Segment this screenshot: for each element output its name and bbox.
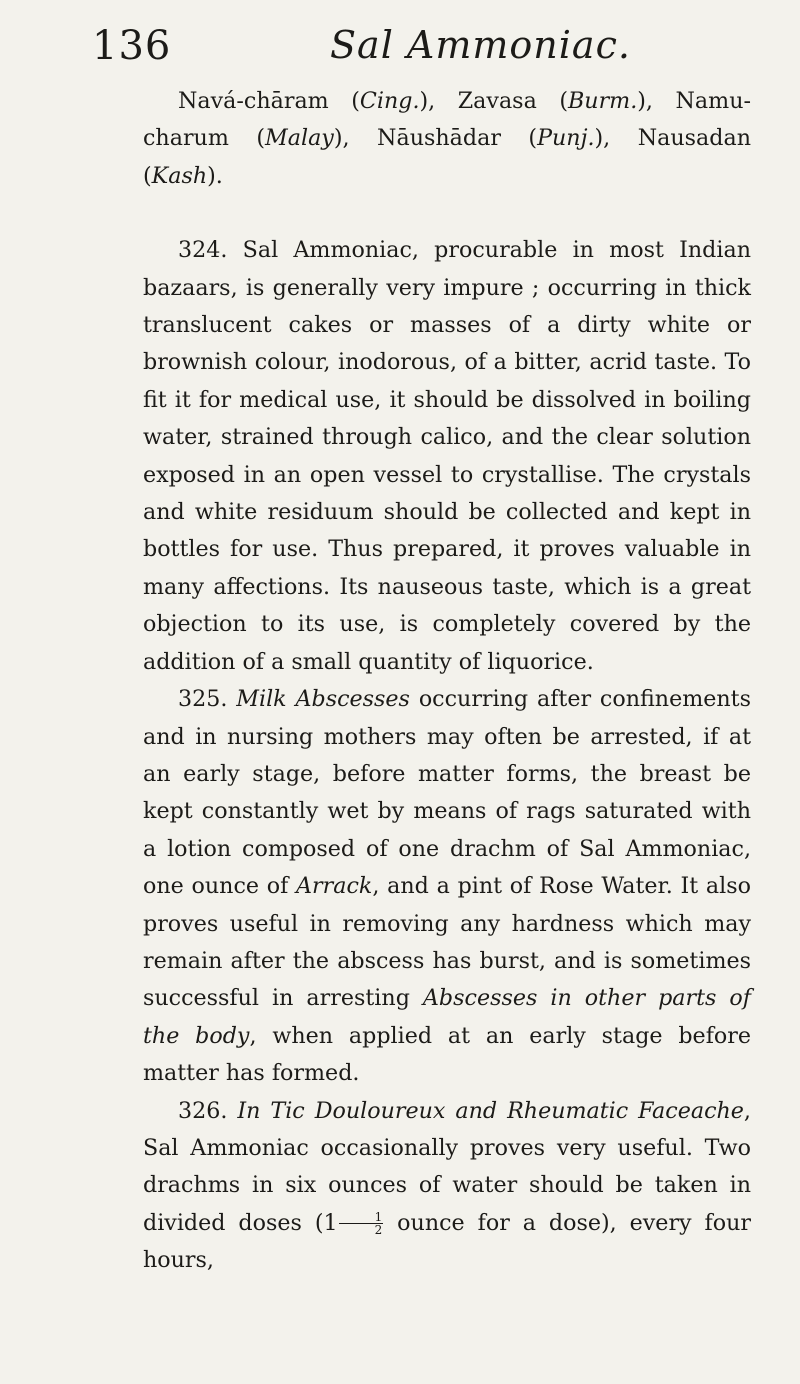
topic-heading: Milk Abscesses	[236, 686, 410, 713]
paragraph-324: 324. Sal Ammoniac, procurable in most Indian bazaars, is generally very impure ; occurring in thick translucent cakes or masses of a dirty white or brownish colour, inodorous, of a bitter, acrid taste. To fit it for medical use, it should be dissolved in boiling water, strained through calico, and the clear solution exposed in an open vessel to crystallise. The crystals and white residuum should be collected and kept in bottles for use. Thus prepared, it proves valuable in many affections. Its nauseous taste, which is a great objection to its use, is completely covered by the addition of a small quantity of liquorice.	[143, 237, 751, 675]
text-run: ), Nausadan (	[143, 125, 752, 189]
text-run: ounce for a dose), every four hours,	[143, 1209, 751, 1274]
synonyms-paragraph	[143, 83, 751, 195]
paragraph-326	[143, 1093, 751, 1280]
fraction-half	[339, 1211, 384, 1236]
text-run: , when applied at an early stage before matter has formed.	[143, 1022, 751, 1087]
paragraph-325	[143, 681, 751, 1092]
paragraph-number: 326.	[178, 1097, 238, 1124]
language-abbrev: Punj.	[537, 125, 595, 152]
language-abbrev: Malay	[265, 125, 334, 152]
text-run: ), Namu-charum (	[143, 88, 751, 152]
text-run: ), Zavasa (	[419, 88, 568, 114]
language-abbrev: Kash	[151, 162, 208, 189]
page-body	[143, 83, 751, 1280]
page-header	[0, 18, 800, 78]
language-abbrev: Cing.	[359, 88, 420, 114]
text-run: ), Nāushādar (	[333, 125, 538, 152]
page-number: 136	[92, 23, 172, 69]
italic-term: Arrack	[296, 873, 373, 900]
italic-term: Abscesses in other parts of the body	[143, 985, 751, 1049]
fraction-denominator: 2	[374, 1223, 383, 1238]
language-abbrev: Burm.	[567, 88, 638, 114]
fraction-numerator: 1	[339, 1211, 384, 1224]
text-run: occurring after confinements and in nursing mothers may often be arrested, if at an early stage, before matter forms, the breast be kept constantly wet by means of rags saturated with a lotion composed of one drachm of Sal Ammoniac, one ounce of	[143, 686, 751, 900]
paragraph-number: 325.	[178, 686, 237, 713]
text-run: Navá-chāram (	[178, 88, 360, 114]
text-run: ).	[207, 162, 223, 189]
running-title: Sal Ammoniac.	[330, 23, 631, 67]
topic-heading: In Tic Douloureux and Rheumatic Faceache	[237, 1097, 744, 1124]
text-run: , Sal Ammoniac occasionally proves very useful. Two drachms in six ounces of water should be taken in divided doses (1	[143, 1097, 751, 1236]
text-run: , and a pint of Rose Water. It also proves useful in removing any hardness which may remain after the abscess has burst, and is sometimes successful in arresting	[143, 873, 751, 1012]
